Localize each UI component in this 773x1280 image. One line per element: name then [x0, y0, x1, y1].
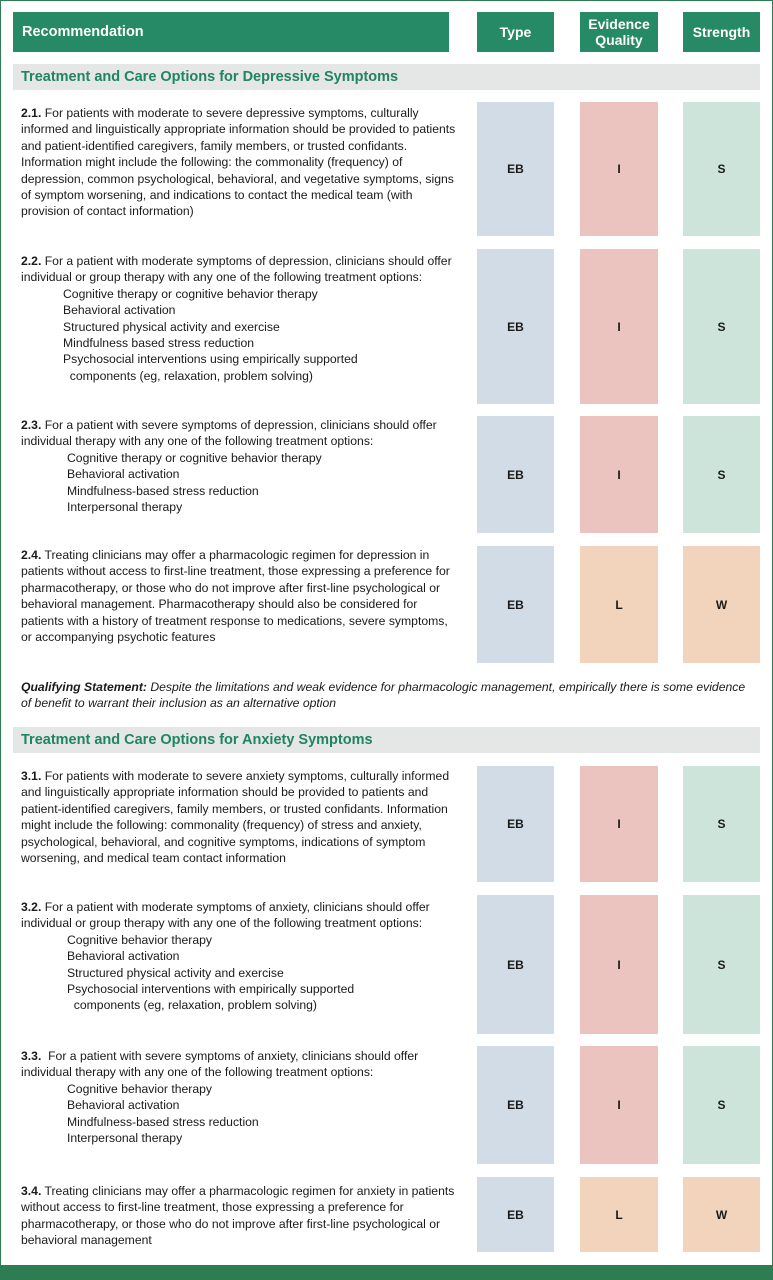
treatment-option: Psychosocial interventions with empirically supported [67, 982, 355, 997]
type-cell: EB [477, 1046, 554, 1164]
evidence-quality-cell: I [580, 895, 658, 1034]
strength-cell: S [683, 1046, 760, 1164]
type-cell: EB [477, 1177, 554, 1252]
recommendation-body: Treating clinicians may offer a pharmacologic regimen for anxiety in patients without access to first-line treatment, those expressing a preference for pharmacotherapy, or those who do not improve after first-line psychological or behavioral management [21, 1184, 458, 1248]
strength-cell: S [683, 895, 760, 1034]
type-cell: EB [477, 416, 554, 533]
evidence-quality-cell: I [580, 416, 658, 533]
treatment-option: Mindfulness based stress reduction [63, 336, 255, 351]
recommendation-number: 2.2. [21, 254, 42, 268]
treatment-option: Cognitive behavior therapy [67, 932, 212, 947]
recommendation-body: For a patient with severe symptoms of depression, clinicians should offer individual therapy with any one of the following treatment options: [21, 418, 441, 449]
header-type: Type [477, 12, 554, 52]
recommendation-text [21, 899, 461, 1014]
qualifying-statement-label: Qualifying Statement: [21, 680, 147, 694]
footer-bar [0, 1265, 773, 1280]
header-recommendation: Recommendation [13, 12, 449, 52]
recommendation-text [21, 105, 461, 220]
recommendation-text [21, 768, 461, 866]
recommendation-number: 3.3. [21, 1049, 42, 1063]
recommendation-number: 2.3. [21, 418, 42, 432]
recommendation-body: For a patient with severe symptoms of anxiety, clinicians should offer individual therapy with any one of the following treatment options: [21, 1049, 422, 1080]
strength-cell: S [683, 102, 760, 236]
recommendation-text [21, 253, 461, 384]
evidence-quality-cell: I [580, 1046, 658, 1164]
type-cell: EB [477, 546, 554, 663]
evidence-quality-cell: I [580, 102, 658, 236]
section-title-anxiety: Treatment and Care Options for Anxiety Symptoms [13, 727, 760, 753]
type-cell: EB [477, 102, 554, 236]
treatment-option: components (eg, relaxation, problem solving) [67, 998, 317, 1013]
header-strength: Strength [683, 12, 760, 52]
treatment-option: Cognitive behavior therapy [67, 1081, 212, 1096]
recommendation-body: For a patient with moderate symptoms of depression, clinicians should offer individual or group therapy with any one of the following treatment options: [21, 254, 456, 285]
treatment-option: Interpersonal therapy [67, 1131, 183, 1146]
recommendation-text [21, 547, 461, 645]
strength-cell: S [683, 249, 760, 404]
treatment-option: Structured physical activity and exercise [63, 319, 280, 334]
evidence-quality-cell: L [580, 546, 658, 663]
type-cell: EB [477, 766, 554, 882]
recommendation-body: For a patient with moderate symptoms of anxiety, clinicians should offer individual or group therapy with any one of the following treatment options: [21, 900, 434, 931]
strength-cell: W [683, 546, 760, 663]
recommendation-number: 3.2. [21, 900, 42, 914]
evidence-quality-cell: L [580, 1177, 658, 1252]
treatment-option: Cognitive therapy or cognitive behavior therapy [63, 286, 318, 301]
evidence-quality-cell: I [580, 249, 658, 404]
treatment-option: Psychosocial interventions using empirically supported [63, 352, 358, 367]
treatment-option: Behavioral activation [63, 303, 176, 318]
recommendation-text [21, 1048, 461, 1146]
treatment-option: Mindfulness-based stress reduction [67, 1114, 259, 1129]
recommendation-text [21, 1183, 461, 1249]
type-cell: EB [477, 249, 554, 404]
treatment-option: Behavioral activation [67, 467, 180, 482]
type-cell: EB [477, 895, 554, 1034]
recommendation-text [21, 417, 461, 515]
recommendation-number: 3.1. [21, 769, 42, 783]
recommendation-number: 2.1. [21, 106, 42, 120]
qualifying-statement-text: Despite the limitations and weak evidence for pharmacologic management, empirically there is some evidence of benefit to warrant their inclusion as an alternative option [21, 680, 746, 711]
strength-cell: W [683, 1177, 760, 1252]
recommendation-number: 3.4. [21, 1184, 42, 1198]
treatment-option: Behavioral activation [67, 1098, 180, 1113]
treatment-option: Structured physical activity and exercise [67, 965, 284, 980]
treatment-option: components (eg, relaxation, problem solving) [63, 368, 313, 383]
section-title-depression: Treatment and Care Options for Depressive Symptoms [13, 64, 760, 90]
treatment-option: Behavioral activation [67, 949, 180, 964]
strength-cell: S [683, 416, 760, 533]
treatment-option: Cognitive therapy or cognitive behavior therapy [67, 450, 322, 465]
strength-cell: S [683, 766, 760, 882]
evidence-quality-cell: I [580, 766, 658, 882]
recommendation-body: For patients with moderate to severe depressive symptoms, culturally informed and linguistically appropriate information should be provided to patients and patient-identified caregivers, family members, or trusted confidants. Information might include the following: the commonality (frequency) of depression, common psychological, behavioral, and vegetative symptoms, signs of symptom worsening, and indications to contact the medical team (with provision of contact information) [21, 106, 459, 219]
recommendation-body: Treating clinicians may offer a pharmacologic regimen for depression in patients without access to first-line treatment, those expressing a preference for pharmacotherapy, or those who do not improve after first-line psychological or behavioral management. Pharmacotherapy should also be considered for patients with a history of treatment response to medications, severe symptoms, or accompanying psychotic features [21, 548, 454, 645]
treatment-option: Mindfulness-based stress reduction [67, 483, 259, 498]
header-evidence-quality: Evidence Quality [580, 12, 658, 52]
recommendation-number: 2.4. [21, 548, 42, 562]
recommendation-body: For patients with moderate to severe anxiety symptoms, culturally informed and linguistically appropriate information should be provided to patients and patient-identified caregivers, family members, or trusted confidants. Information might include the following: commonality (frequency) of stress and anxiety, psychological, behavioral, and cognitive symptoms, indications of symptom worsening, and medical team contact information [21, 769, 453, 866]
treatment-option: Interpersonal therapy [67, 500, 183, 515]
qualifying-statement [21, 679, 756, 712]
